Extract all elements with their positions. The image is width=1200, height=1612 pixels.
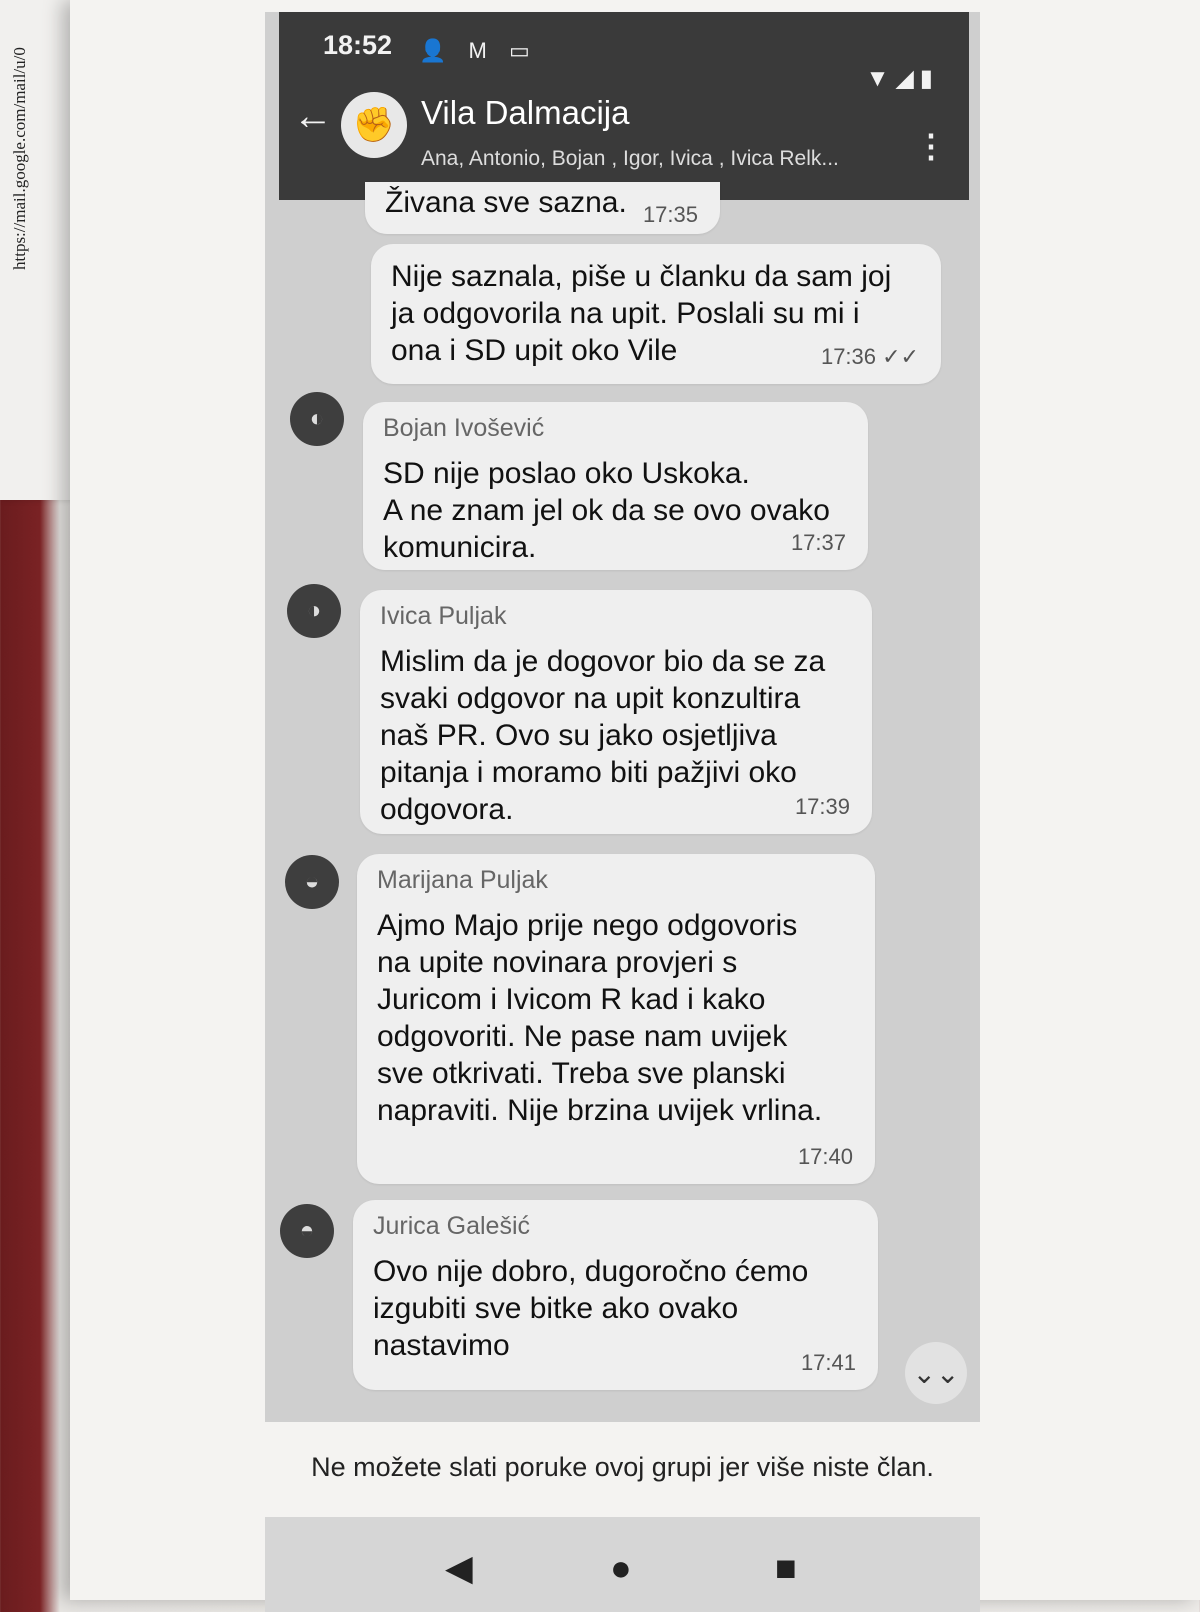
nav-recents-icon[interactable]: ■ [775, 1547, 797, 1588]
message-bubble[interactable] [363, 402, 868, 570]
sender-name: Ivica Puljak [380, 602, 507, 630]
message-text: Nije saznala, piše u članku da sam joj ja odgovorila na upit. Poslali su mi i ona i SD upit oko Vile [391, 260, 892, 367]
message-bubble[interactable] [357, 854, 875, 1184]
status-clock: 18:52 [323, 30, 393, 60]
avatar[interactable]: ◐ [290, 392, 344, 446]
nav-home-icon[interactable]: ● [610, 1547, 632, 1588]
sender-name: Bojan Ivošević [383, 414, 545, 442]
message-text: SD nije poslao oko Uskoka. A ne znam jel ok da se ovo ovako komunicira. [383, 457, 830, 564]
chat-members[interactable]: Ana, Antonio, Bojan , Igor, Ivica , Ivica Relk... [421, 147, 839, 170]
nav-back-icon[interactable]: ◀ [445, 1547, 473, 1588]
printed-page [70, 0, 1200, 1600]
message-bubble-outgoing[interactable] [371, 244, 941, 384]
more-menu-icon[interactable]: ⋮ [915, 128, 947, 164]
message-time: 17:41 [800, 1350, 856, 1375]
chat-header [279, 12, 969, 200]
message-bubble[interactable] [365, 182, 720, 234]
group-avatar[interactable]: ✊ [341, 92, 407, 158]
system-status-icons: ▼◢▮ [865, 65, 939, 92]
message-text: Mislim da je dogovor bio da se za svaki odgovor na upit konzultira naš PR. Ovo su jako osjetljiva pitanja i moramo biti pažjivi oko odgovora. [380, 645, 826, 826]
message-bubble[interactable] [353, 1200, 878, 1390]
sender-name: Marijana Puljak [377, 866, 548, 894]
message-time: 17:35 [642, 202, 698, 227]
phone-screenshot [265, 12, 980, 1600]
message-time: 17:36 ✓✓ [820, 344, 919, 369]
message-time: 17:37 [790, 530, 846, 555]
message-time: 17:40 [797, 1144, 853, 1169]
sender-name: Jurica Galešić [373, 1212, 530, 1240]
scroll-down-icon[interactable]: ⌄⌄ [905, 1342, 967, 1404]
message-text: Živana sve sazna. [385, 186, 627, 219]
avatar[interactable]: ◑ [287, 584, 341, 638]
message-time: 17:39 [794, 794, 850, 819]
avatar[interactable]: ◒ [285, 855, 339, 909]
system-navbar [265, 1517, 980, 1612]
message-text: Ajmo Majo prije nego odgovoris na upite novinara provjeri s Juricom i Ivicom R kad i kako odgovoriti. Ne pase nam uvijek sve otkrivati. Treba sve planski napraviti. Nije brzina uvijek vrlina. [377, 909, 823, 1127]
back-arrow-icon[interactable]: ← [293, 94, 333, 138]
chat-title[interactable]: Vila Dalmacija [421, 94, 630, 131]
printout-url: https://mail.google.com/mail/u/0 [10, 47, 29, 270]
message-bubble[interactable] [360, 590, 872, 834]
avatar[interactable]: ◓ [280, 1204, 334, 1258]
not-member-notice: Ne možete slati poruke ovoj grupi jer više niste član. [265, 1422, 980, 1517]
message-text: Ovo nije dobro, dugoročno ćemo izgubiti sve bitke ako ovako nastavimo [373, 1255, 809, 1362]
notification-icons: 👤 M ▭ [419, 38, 538, 63]
